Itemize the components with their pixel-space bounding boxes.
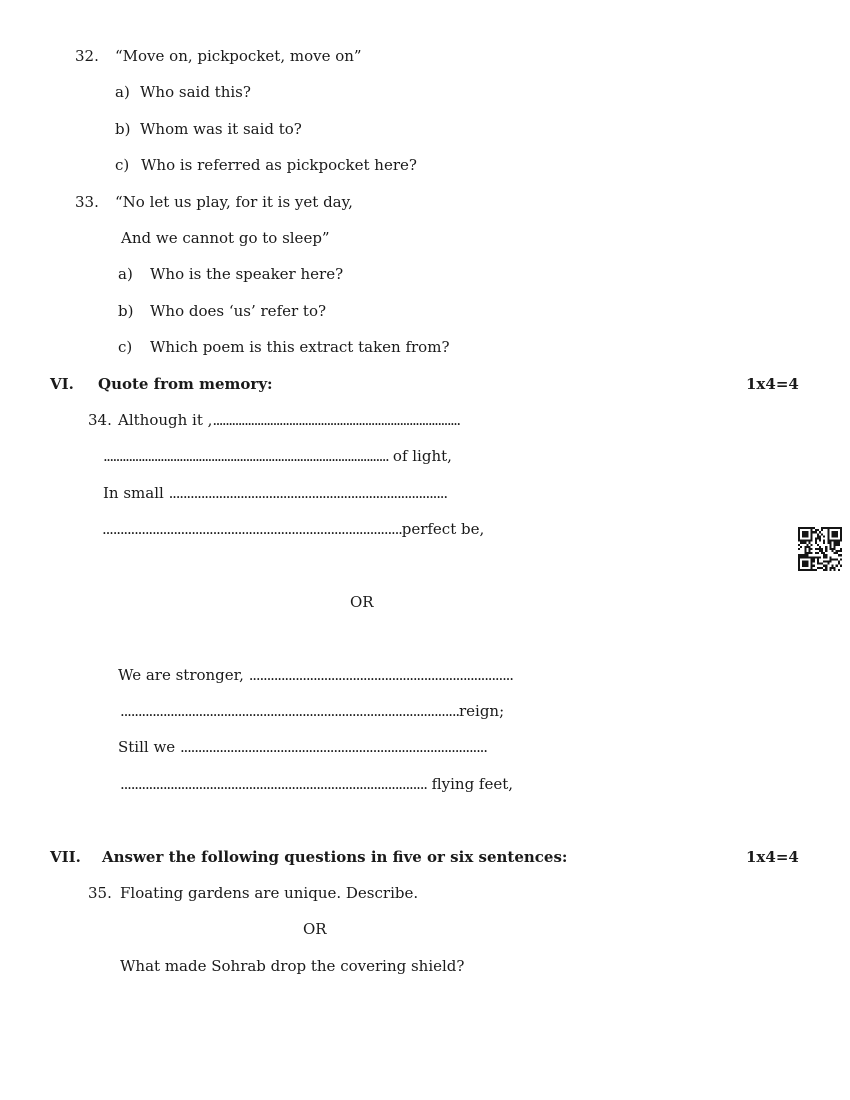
blank-line xyxy=(0,802,850,838)
part-label: a) xyxy=(115,83,130,102)
line-suffix: flying feet, xyxy=(426,774,514,793)
section-title: Answer the following questions in five or six sentences: xyxy=(102,847,568,866)
question-33-quote-line2 xyxy=(0,220,850,256)
question-32-part-c xyxy=(0,147,850,183)
question-33 xyxy=(0,184,850,220)
section-numeral: VI. xyxy=(50,374,74,393)
section-marks: 1x4=4 xyxy=(746,847,799,866)
quote-blank-line xyxy=(103,438,452,474)
section-vii-heading xyxy=(0,839,850,875)
part-text: Which poem is this extract taken from? xyxy=(150,338,450,357)
q34-alt-line-4 xyxy=(0,766,850,802)
q34-line-2 xyxy=(0,438,850,474)
dotted-leader: ............................................................................................... xyxy=(120,702,459,721)
part-label: b) xyxy=(118,301,134,320)
dotted-leader: ...................................................................................... xyxy=(179,738,487,757)
quote-blank-line xyxy=(118,402,460,438)
q34-alt-line-3 xyxy=(0,729,850,765)
section-marks: 1x4=4 xyxy=(746,374,799,393)
quote-blank-line xyxy=(118,657,513,693)
or-separator xyxy=(0,911,850,947)
question-33-part-a xyxy=(0,256,850,292)
line-suffix: of light, xyxy=(388,447,452,466)
part-text: Who does ‘us’ refer to? xyxy=(150,301,327,320)
question-number: 33. xyxy=(75,192,99,211)
question-32 xyxy=(0,38,850,74)
q34-alt-line-2 xyxy=(0,693,850,729)
question-32-part-a xyxy=(0,74,850,110)
dotted-leader: ...................................................................................... xyxy=(120,774,427,793)
part-label: b) xyxy=(115,119,131,138)
question-number: 35. xyxy=(88,883,112,902)
question-text: Floating gardens are unique. Describe. xyxy=(120,883,419,902)
quote-blank-line xyxy=(103,475,447,511)
quote-blank-line xyxy=(120,693,504,729)
q34-line-1 xyxy=(0,402,850,438)
quote-blank-line xyxy=(102,511,484,547)
question-35 xyxy=(0,875,850,911)
q34-alt-line-1 xyxy=(0,657,850,693)
part-text: Who is referred as pickpocket here? xyxy=(141,156,417,175)
or-label: OR xyxy=(303,920,327,939)
section-numeral: VII. xyxy=(50,847,81,866)
part-text: Who is the speaker here? xyxy=(150,265,344,284)
or-separator xyxy=(0,584,850,620)
question-33-part-c xyxy=(0,329,850,365)
question-quote-line2: And we cannot go to sleep” xyxy=(121,228,330,247)
q34-line-4 xyxy=(0,511,850,547)
question-text: What made Sohrab drop the covering shield? xyxy=(120,956,465,975)
question-number: 34. xyxy=(88,410,112,429)
part-label: c) xyxy=(115,156,130,175)
part-label: c) xyxy=(118,338,133,357)
blank-line xyxy=(0,547,850,583)
line-prefix: We are stronger, xyxy=(118,665,249,684)
line-prefix: In small xyxy=(103,483,169,502)
question-quote-line1: “No let us play, for it is yet day, xyxy=(115,192,353,211)
q34-line-3 xyxy=(0,475,850,511)
part-label: a) xyxy=(118,265,133,284)
dotted-leader: .................................................................................... xyxy=(102,520,402,539)
question-35-alt xyxy=(0,948,850,984)
dotted-leader: .......................................................................................... xyxy=(103,447,389,466)
line-prefix: Still we xyxy=(118,738,180,757)
blank-line xyxy=(0,620,850,656)
line-prefix: Although it , xyxy=(118,410,213,429)
line-suffix: perfect be, xyxy=(401,520,485,539)
question-quote: “Move on, pickpocket, move on” xyxy=(115,47,362,65)
section-vi-heading xyxy=(0,366,850,402)
part-text: Whom was it said to? xyxy=(140,119,302,138)
section-title: Quote from memory: xyxy=(98,374,273,393)
or-label: OR xyxy=(350,592,374,611)
line-suffix: reign; xyxy=(458,702,505,721)
qr-code xyxy=(797,526,843,572)
quote-blank-line xyxy=(120,766,513,802)
question-number: 32. xyxy=(75,47,99,65)
question-33-part-b xyxy=(0,293,850,329)
dotted-leader: .......................................................................... xyxy=(248,665,513,684)
quote-blank-line xyxy=(118,729,487,765)
question-32-part-b xyxy=(0,111,850,147)
dotted-leader: .............................................................................. xyxy=(212,410,460,429)
dotted-leader: .............................................................................. xyxy=(168,483,447,502)
part-text: Who said this? xyxy=(140,83,251,102)
